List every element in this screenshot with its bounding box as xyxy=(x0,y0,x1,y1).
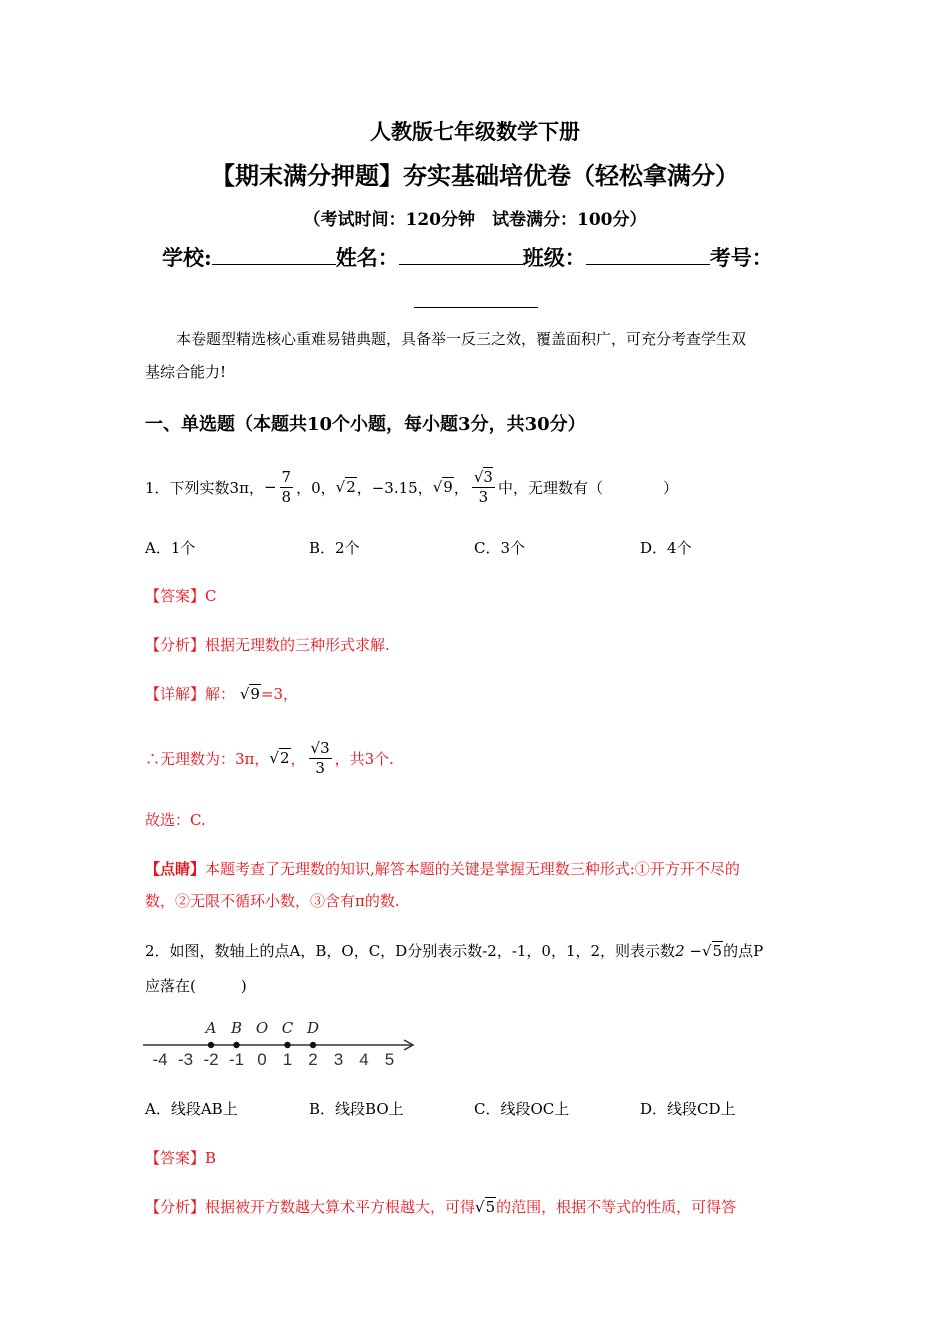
fraction-neg-7-8: $\frac{7}{8}$ xyxy=(281,467,292,506)
q1-detail: 【详解】解： √9=3， xyxy=(145,685,299,703)
q1-option-b[interactable]: B．2个 xyxy=(309,539,360,557)
sqrt-2: √2 xyxy=(335,478,356,496)
number-line-point xyxy=(208,1042,214,1048)
name-blank[interactable] xyxy=(399,264,523,265)
id-blank[interactable] xyxy=(414,306,538,308)
q1-choose: 故选：C. xyxy=(145,811,206,829)
question-2-stem-line2: 应落在( ) xyxy=(145,977,247,995)
q2-option-b[interactable]: B．线段BO上 xyxy=(309,1100,404,1118)
q1-comment-line2: 数，②无限不循环小数，③含有π的数. xyxy=(145,892,400,910)
q2-analysis: 【分析】根据被开方数越大算术平方根越大，可得√5的范围，根据不等式的性质，可得答 xyxy=(145,1198,737,1216)
tick-label: -2 xyxy=(203,1050,219,1069)
sqrt-9-detail: √9 xyxy=(239,685,260,703)
number-line-figure xyxy=(140,1015,430,1075)
fraction-sqrt3-over-3: $\frac{√3}{3}$ xyxy=(473,467,493,506)
class-label: 班级： xyxy=(522,245,586,270)
number-line-point xyxy=(284,1042,290,1048)
tick-label: -1 xyxy=(228,1050,245,1069)
tick-label: 4 xyxy=(359,1050,369,1069)
tick-label: 2 xyxy=(308,1050,318,1069)
q1-comment-line1: 【点睛】本题考查了无理数的知识,解答本题的关键是掌握无理数三种形式:①开方开不尽的 xyxy=(145,860,740,878)
point-label: D xyxy=(306,1019,320,1037)
tick-label: -4 xyxy=(152,1050,168,1069)
q2-option-d[interactable]: D．线段CD上 xyxy=(640,1100,736,1118)
school-label: 学校: xyxy=(162,245,212,270)
student-info-row xyxy=(162,242,773,272)
number-line-point xyxy=(310,1042,316,1048)
q1-therefore: ∴无理数为：3π， √2 ， $\frac{√3}{3}$ ，共3个. xyxy=(145,738,394,777)
exam-info: （考试时间：120分钟 试卷满分：100分） xyxy=(303,210,647,230)
tick-label: 3 xyxy=(333,1050,344,1069)
tick-label: -3 xyxy=(177,1050,194,1069)
q1-option-a[interactable]: A．1个 xyxy=(145,539,196,557)
number-line-point xyxy=(233,1042,239,1048)
question-2-stem-line1: 2．如图，数轴上的点A，B，O，C，D分别表示数-2，-1，0，1，2，则表示数2 −√5的点P xyxy=(145,942,764,960)
fraction-sqrt3-over-3-therefore: $\frac{√3}{3}$ xyxy=(310,738,330,777)
q2-option-a[interactable]: A．线段AB上 xyxy=(145,1100,238,1118)
point-label: A xyxy=(205,1019,217,1037)
sqrt-9: √9 xyxy=(432,478,453,496)
name-label: 姓名： xyxy=(335,245,399,270)
point-label: O xyxy=(255,1019,269,1037)
intro-line2: 基综合能力! xyxy=(145,363,227,381)
q1-answer: 【答案】C xyxy=(145,587,217,605)
tick-label: 1 xyxy=(282,1050,293,1069)
q1-option-d[interactable]: D．4个 xyxy=(640,539,692,557)
q2-answer: 【答案】B xyxy=(145,1149,217,1167)
sqrt-5-analysis: √5 xyxy=(475,1198,496,1216)
document-subtitle: 【期末满分押题】夯实基础培优卷（轻松拿满分） xyxy=(211,161,739,190)
intro-line1: 本卷题型精选核心重难易错典题，具备举一反三之效，覆盖面积广，可充分考查学生双 xyxy=(176,330,747,348)
class-blank[interactable] xyxy=(586,264,710,265)
tick-label: 5 xyxy=(384,1050,395,1069)
question-1-stem: 1．下列实数3π， − $\frac{7}{8}$ ，0， √2 ，−3.15， √9 ， $\frac{√3}{3}$ 中，无理数有（ ） xyxy=(145,467,678,506)
q2-option-c[interactable]: C．线段OC上 xyxy=(474,1100,570,1118)
point-label: C xyxy=(281,1019,294,1037)
sqrt-2-therefore: √2 xyxy=(269,749,290,767)
tick-label: 0 xyxy=(257,1050,267,1069)
q1-analysis: 【分析】根据无理数的三种形式求解. xyxy=(145,636,390,654)
document-title: 人教版七年级数学下册 xyxy=(370,119,580,144)
q1-option-c[interactable]: C．3个 xyxy=(474,539,526,557)
id-label: 考号： xyxy=(709,245,773,270)
section-heading: 一、单选题（本题共10个小题，每小题3分，共30分） xyxy=(145,414,586,435)
school-blank[interactable] xyxy=(212,264,336,265)
sqrt-5: √5 xyxy=(701,942,723,960)
point-label: B xyxy=(230,1019,243,1037)
